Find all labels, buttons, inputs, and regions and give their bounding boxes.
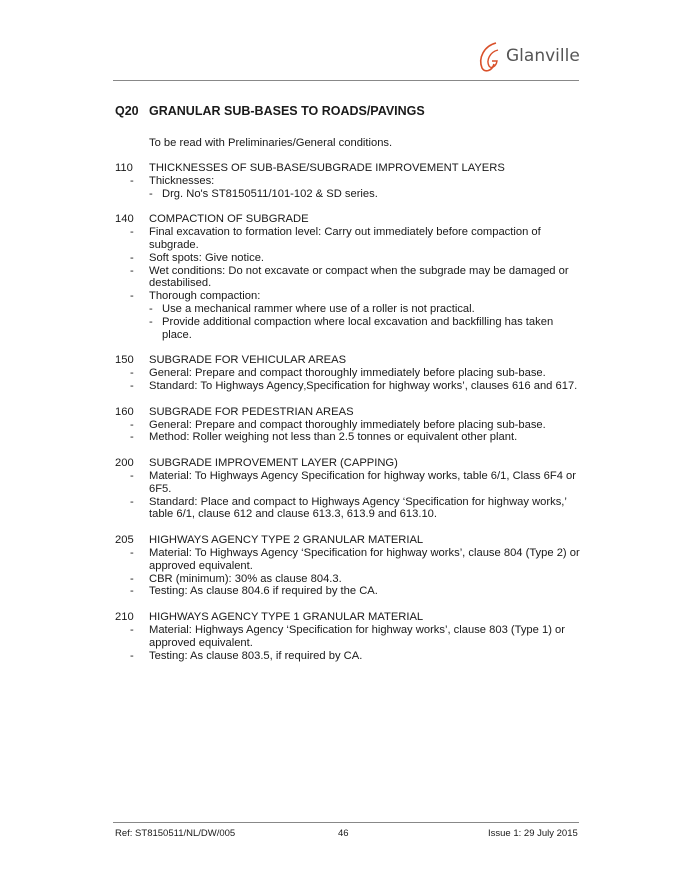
clause-item-text: Standard: Place and compact to Highways Agency ‘Specification for highway works,’ table 6/1, clause 612 and clause 613.3, 613.9 and 613.10. bbox=[149, 495, 567, 521]
clause-item bbox=[128, 367, 580, 380]
clause-210 bbox=[115, 611, 580, 662]
header-rule bbox=[113, 80, 579, 81]
clause-body bbox=[130, 611, 580, 662]
clause-item-text: Wet conditions: Do not excavate or compact when the subgrade may be damaged or destabilised. bbox=[149, 264, 569, 290]
clause-title: COMPACTION OF SUBGRADE bbox=[149, 213, 309, 226]
clause-title: SUBGRADE FOR PEDESTRIAN AREAS bbox=[149, 405, 354, 418]
bullet-dash: - bbox=[130, 572, 134, 585]
bullet-dash: - bbox=[130, 649, 134, 662]
clause-205 bbox=[115, 534, 580, 598]
clause-sub-item bbox=[149, 188, 580, 201]
clause-item-body bbox=[149, 226, 580, 252]
clause-150 bbox=[115, 354, 580, 392]
bullet-dash: - bbox=[130, 546, 134, 559]
clause-item-text: General: Prepare and compact thoroughly immediately before placing sub-base. bbox=[149, 367, 546, 380]
bullet-dash: - bbox=[130, 585, 134, 598]
clause-body bbox=[130, 457, 580, 521]
clause-item-text: Standard: To Highways Agency‚Specification for highway works’, clauses 616 and 617. bbox=[149, 379, 578, 392]
clause-item bbox=[128, 650, 580, 663]
clause-item-text: Thorough compaction: bbox=[149, 290, 261, 303]
glanville-swirl-logo-icon bbox=[476, 40, 504, 74]
footer-rule bbox=[113, 822, 579, 823]
clause-sub-item-text: Use a mechanical rammer where use of a roller is not practical. bbox=[162, 302, 475, 315]
section-title: GRANULAR SUB-BASES TO ROADS/PAVINGS bbox=[149, 104, 425, 118]
clause-item-body bbox=[149, 470, 580, 496]
clause-title: THICKNESSES OF SUB-BASE/SUBGRADE IMPROVEMENT LAYERS bbox=[149, 162, 505, 174]
clause-item bbox=[128, 175, 580, 201]
clause-item-text: General: Prepare and compact thoroughly immediately before placing sub-base. bbox=[149, 418, 546, 431]
bullet-dash: - bbox=[149, 315, 153, 328]
clause-title: HIGHWAYS AGENCY TYPE 1 GRANULAR MATERIAL bbox=[149, 611, 424, 624]
clause-sub-item-text: Provide additional compaction where local excavation and backfilling has taken place. bbox=[162, 315, 554, 341]
clause-sub-item-text: Drg. No's ST8150511/101-102 & SD series. bbox=[162, 187, 378, 200]
clause-160 bbox=[115, 406, 580, 444]
clause-body bbox=[130, 162, 580, 200]
footer-reference: Ref: ST8150511/NL/DW/005 bbox=[115, 828, 236, 839]
bullet-dash: - bbox=[130, 226, 134, 239]
clause-item-text: Material: Highways Agency ‘Specification for highway works’, clause 803 (Type 1) or approved equivalent. bbox=[149, 623, 565, 649]
bullet-dash: - bbox=[130, 290, 134, 303]
clause-item-text: Method: Roller weighing not less than 2.5 tonnes or equivalent other plant. bbox=[149, 431, 518, 444]
clause-item bbox=[128, 265, 580, 291]
clause-item-body bbox=[149, 367, 580, 380]
clause-item-text: Material: To Highways Agency ‘Specification for highway works’, clause 804 (Type 2) or approved equivalent. bbox=[149, 546, 580, 572]
clause-number: 140 bbox=[115, 213, 134, 226]
bullet-dash: - bbox=[149, 302, 153, 315]
bullet-dash: - bbox=[149, 187, 153, 200]
clause-title: SUBGRADE FOR VEHICULAR AREAS bbox=[149, 354, 347, 367]
clause-body bbox=[130, 534, 580, 598]
footer-issue-date: Issue 1: 29 July 2015 bbox=[488, 828, 578, 839]
clause-sub-item bbox=[149, 316, 580, 342]
clause-item-body bbox=[149, 175, 580, 201]
bullet-dash: - bbox=[130, 264, 134, 277]
clause-number: 205 bbox=[115, 534, 134, 547]
clause-list bbox=[115, 162, 580, 675]
clause-item-body bbox=[149, 547, 580, 573]
clause-item bbox=[128, 419, 580, 432]
clause-item bbox=[128, 470, 580, 496]
clause-number: 160 bbox=[115, 405, 134, 418]
clause-body bbox=[130, 213, 580, 341]
clause-item bbox=[128, 496, 580, 522]
clause-item-body bbox=[149, 431, 580, 444]
logo-wordmark: Glanville bbox=[506, 46, 580, 66]
clause-sub-item bbox=[149, 303, 580, 316]
clause-body bbox=[130, 354, 580, 392]
clause-item-text: Testing: As clause 804.6 if required by the CA. bbox=[149, 585, 378, 598]
clause-item-text: Thicknesses: bbox=[149, 174, 215, 187]
clause-item-body bbox=[149, 650, 580, 663]
clause-item bbox=[128, 380, 580, 393]
clause-item-text: Testing: As clause 803.5, if required by CA. bbox=[149, 649, 363, 662]
clause-number: 210 bbox=[115, 611, 134, 624]
clause-item bbox=[128, 226, 580, 252]
clause-item-text: Material: To Highways Agency Specification for highway works, table 6/1, Class 6F4 or 6F5. bbox=[149, 469, 576, 495]
footer-page-number: 46 bbox=[338, 828, 349, 839]
bullet-dash: - bbox=[130, 431, 134, 444]
bullet-dash: - bbox=[130, 174, 134, 187]
clause-200 bbox=[115, 457, 580, 521]
section-intro: To be read with Preliminaries/General conditions. bbox=[149, 137, 393, 149]
clause-number: 200 bbox=[115, 457, 134, 470]
clause-number: 150 bbox=[115, 354, 134, 367]
clause-item-body bbox=[149, 252, 580, 265]
clause-item bbox=[128, 431, 580, 444]
clause-item bbox=[128, 624, 580, 650]
clause-item-body bbox=[149, 573, 580, 586]
clause-item bbox=[128, 290, 580, 341]
clause-item-text: Soft spots: Give notice. bbox=[149, 251, 265, 264]
clause-title: HIGHWAYS AGENCY TYPE 2 GRANULAR MATERIAL bbox=[149, 534, 424, 547]
clause-body bbox=[130, 405, 580, 444]
bullet-dash: - bbox=[130, 251, 134, 264]
clause-item bbox=[128, 547, 580, 573]
clause-title: SUBGRADE IMPROVEMENT LAYER (CAPPING) bbox=[149, 457, 398, 470]
bullet-dash: - bbox=[130, 367, 134, 380]
clause-110 bbox=[115, 162, 580, 200]
clause-item-text: CBR (minimum): 30% as clause 804.3. bbox=[149, 572, 342, 585]
bullet-dash: - bbox=[130, 379, 134, 392]
bullet-dash: - bbox=[130, 418, 134, 431]
clause-item-body bbox=[149, 419, 580, 432]
bullet-dash: - bbox=[130, 623, 134, 636]
clause-number: 110 bbox=[115, 162, 133, 174]
clause-item-body bbox=[149, 380, 580, 393]
bullet-dash: - bbox=[130, 469, 134, 482]
company-logo bbox=[476, 40, 580, 74]
clause-item-body bbox=[149, 265, 580, 291]
bullet-dash: - bbox=[130, 495, 134, 508]
clause-item bbox=[128, 252, 580, 265]
clause-item-text: Final excavation to formation level: Carry out immediately before compaction of subgrade. bbox=[149, 226, 541, 251]
clause-item-body bbox=[149, 496, 580, 522]
clause-item-body bbox=[149, 290, 580, 341]
clause-item-body bbox=[149, 585, 580, 598]
clause-item-body bbox=[149, 624, 580, 650]
clause-item bbox=[128, 573, 580, 586]
clause-item bbox=[128, 585, 580, 598]
section-code: Q20 bbox=[115, 104, 139, 118]
clause-140 bbox=[115, 213, 580, 341]
